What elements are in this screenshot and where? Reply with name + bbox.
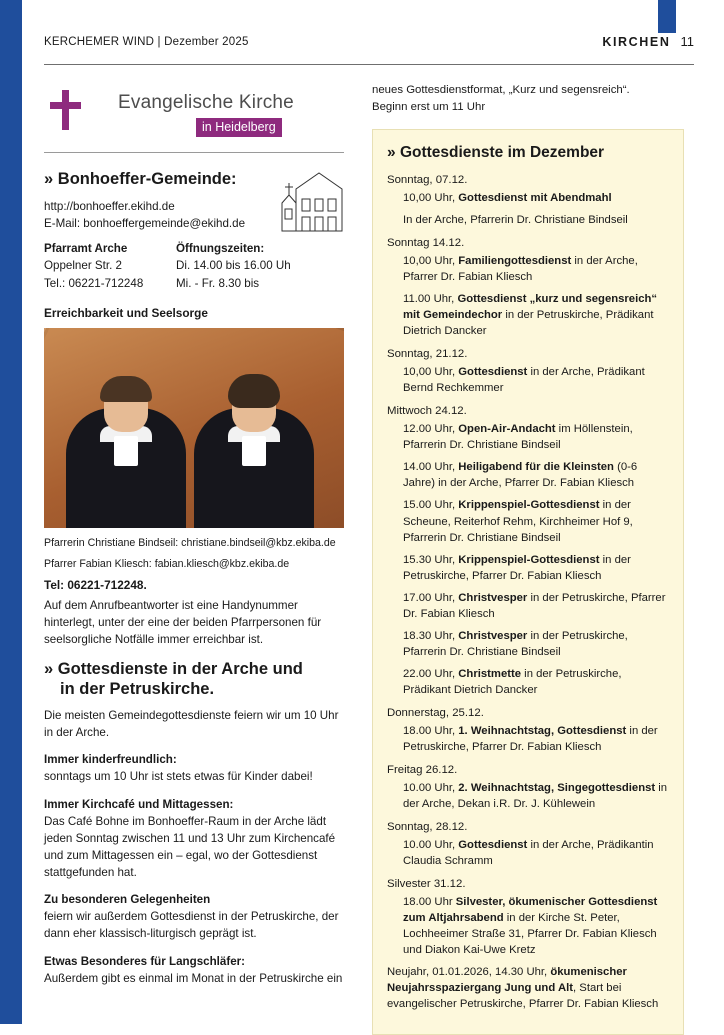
service-day-label: Sonntag, 28.12. [387, 820, 468, 833]
service-details: in der Petruskirche, Prädikant Dietrich Dancker [403, 667, 622, 696]
pastors-photo [44, 328, 344, 528]
logo-title: Evangelische Kirche [118, 92, 294, 113]
parish-website[interactable]: http://bonhoeffer.ekihd.de [44, 199, 175, 213]
service-title: Gottesdienst [458, 838, 528, 851]
header-publication: KERCHEMER WIND | Dezember 2025 [44, 36, 249, 48]
parish-heading-label: Bonhoeffer-Gemeinde: [57, 170, 237, 188]
preaching-bands [114, 436, 138, 466]
office-street: Oppelner Str. 2 [44, 259, 122, 273]
service-details: im Höllenstein, Pfarrerin Dr. Christiane Bindseil [403, 423, 633, 452]
service-details: in der Arche, Dekan i.R. Dr. J. Kühlewein [403, 781, 668, 810]
service-day-label: Sonntag, 07.12. [387, 174, 468, 187]
hours-line-2: Mi. - Fr. 8.30 bis [176, 276, 260, 290]
service-entry [387, 666, 669, 698]
hours-label: Öffnungszeiten: [176, 242, 265, 256]
kidfriendly-heading: Immer kinderfreundlich: [44, 753, 177, 767]
service-details: in der Petruskirche, Pfarrerin Dr. Christiane Bindseil [403, 629, 628, 658]
service-day-label: Sonntag 14.12. [387, 237, 465, 250]
service-title: Christvesper [458, 591, 528, 604]
kidfriendly-text: sonntags um 10 Uhr ist stets etwas für Kinder dabei! [44, 770, 313, 784]
right-column [372, 82, 684, 1035]
service-day-label: Donnerstag, 25.12. [387, 706, 484, 719]
service-time: 10.00 Uhr, [403, 781, 459, 794]
service-details: , Start bei evangelischer Petruskirche, Pfarrer Dr. Fabian Kliesch [387, 982, 659, 1011]
service-day-label: Freitag 26.12. [387, 763, 458, 776]
latesleepers-text: Außerdem gibt es einmal im Monat in der Petruskirche ein [44, 972, 343, 986]
service-entry [387, 190, 669, 206]
service-day-label: Silvester 31.12. [387, 878, 466, 890]
service-title: Gottesdienst mit Abendmahl [458, 192, 612, 205]
cafe-text: Das Café Bohne im Bonhoeffer-Raum in der Arche lädt jeden Sonntag zwischen 11 und 13 Uhr zum Kirchencafé und zum Mittagessen ein – egal, wo der Gottesdienst stattgefunden hat. [44, 815, 336, 879]
service-entry [387, 459, 669, 491]
page-number: 11 [680, 34, 694, 49]
pastor-figure-right [194, 360, 314, 528]
service-details: in der Petruskirche, Pfarrer Dr. Fabian Kliesch [403, 724, 658, 753]
service-entry [387, 590, 669, 622]
box-title [387, 144, 669, 162]
service-time: 10.00 Uhr, [403, 838, 459, 851]
office-hours-block [176, 242, 326, 292]
service-details: in der Arche, Prädikant Bernd Rechkemmer [403, 366, 645, 395]
service-entry [387, 291, 669, 339]
service-entry [387, 364, 669, 396]
header-section-label: KIRCHEN [602, 35, 671, 49]
service-entry [387, 628, 669, 660]
service-title: Krippenspiel-Gottesdienst [458, 499, 600, 512]
service-title: 1. Weihnachtstag, Gottesdienst [458, 724, 627, 737]
service-details: In der Arche, Pfarrerin Dr. Christiane Bindseil [403, 214, 628, 227]
service-day-label: Mittwoch 24.12. [387, 405, 467, 418]
service-entry [387, 552, 669, 584]
continuation-line-1: neues Gottesdienstformat, „Kurz und segensreich“. [372, 84, 630, 96]
service-time: 15.00 Uhr, [403, 499, 459, 512]
service-day-label: Sonntag, 21.12. [387, 348, 468, 361]
service-entry [387, 894, 669, 958]
photo-caption-2: Pfarrer Fabian Kliesch: fabian.kliesch@kbz.ekiba.de [44, 558, 290, 571]
church-logo [44, 88, 344, 153]
header-divider [44, 64, 694, 65]
service-details: in der Petruskirche, Pfarrer Dr. Fabian Kliesch [403, 591, 666, 620]
service-time: 10,00 Uhr, [403, 255, 459, 268]
answering-machine-text: Auf dem Anrufbeantworter ist eine Handynummer hinterlegt, unter der eine der beiden Pfarrpersonen für seelsorgliche Notfälle immer erreichbar ist. [44, 599, 322, 646]
service-details: (0-6 Jahre) in der Arche, Pfarrer Dr. Fabian Kliesch [403, 461, 638, 490]
service-entry [387, 837, 669, 869]
service-time: 14.00 Uhr, [403, 461, 459, 474]
photo-caption-1: Pfarrerin Christiane Bindseil: christiane.bindseil@kbz.ekiba.de [44, 537, 336, 550]
service-time: 10,00 Uhr, [403, 366, 459, 379]
service-time: 18.00 Uhr, [403, 724, 459, 737]
service-entry [387, 497, 669, 545]
service-time: Neujahr, 01.01.2026, 14.30 Uhr, [387, 966, 551, 979]
chevron-icon: » [387, 144, 396, 162]
service-time: 10,00 Uhr, [403, 192, 459, 205]
cafe-heading: Immer Kirchcafé und Mittagessen: [44, 798, 234, 812]
office-phone: Tel.: 06221-712248 [44, 276, 144, 290]
service-entry [387, 421, 669, 453]
box-title-label: Gottesdienste im Dezember [399, 144, 605, 162]
reachability-heading: Erreichbarkeit und Seelsorge [44, 306, 208, 321]
service-title: Christvesper [458, 629, 528, 642]
service-time: 18.30 Uhr, [403, 629, 459, 642]
services-intro: Die meisten Gemeindegottesdienste feiern wir um 10 Uhr in der Arche. [44, 708, 339, 739]
church-illustration-icon [278, 163, 344, 233]
left-column [44, 88, 344, 996]
service-title: 2. Weihnachtstag, Singegottesdienst [458, 781, 656, 794]
hair-shape [228, 374, 280, 408]
service-details: in der Arche, Pfarrer Dr. Fabian Kliesch [403, 255, 638, 284]
service-details: in der Kirche St. Peter, Lochheeimer Straße 31, Pfarrer Dr. Fabian Kliesch und Diakon Kai-Uwe Kretz [403, 912, 657, 957]
left-blue-bar [0, 0, 22, 1024]
services-heading-line-2: in der Petruskirche. [60, 680, 215, 699]
service-title: Gottesdienst „kurz und segensreich“ mit Gemeindechor [403, 293, 658, 322]
service-details: in der Arche, Prädikantin Claudia Schramm [403, 838, 654, 867]
service-title: Familiengottesdienst [458, 255, 572, 268]
service-title: Gottesdienst [458, 366, 528, 379]
service-time: 15.30 Uhr, [403, 553, 459, 566]
service-entry [387, 780, 669, 812]
service-title: ökumenischer Neujahrsspaziergang Jung und Alt [387, 966, 627, 995]
services-heading-line-1: Gottesdienste in der Arche und [57, 659, 303, 678]
december-services-box [372, 129, 684, 1035]
service-details: in der Scheune, Reiterhof Rehm, Kirchheimer Hof 9, Pfarrerin Dr. Christiane Bindseil [403, 499, 633, 544]
service-title: Krippenspiel-Gottesdienst [458, 553, 600, 566]
hair-shape [100, 376, 152, 402]
special-occasions-text: feiern wir außerdem Gottesdienst in der Petruskirche, der dann eher klassisch-liturgisch geprägt ist. [44, 910, 339, 941]
hours-line-1: Di. 14.00 bis 16.00 Uh [176, 259, 291, 273]
parish-email[interactable]: E-Mail: bonhoeffergemeinde@ekihd.de [44, 217, 246, 231]
pastor-figure-left [66, 360, 186, 528]
special-occasions-heading: Zu besonderen Gelegenheiten [44, 893, 211, 907]
service-time: 11.00 Uhr, [403, 293, 458, 306]
service-time: 22.00 Uhr, [403, 667, 459, 680]
continuation-text [372, 82, 684, 115]
service-time: 17.00 Uhr, [403, 591, 459, 604]
service-list [387, 174, 669, 1012]
cross-icon [48, 90, 82, 130]
service-time: 18.00 Uhr [403, 896, 456, 908]
service-entry [387, 723, 669, 755]
service-title: Silvester, ökumenischer Gottesdienst zum Altjahrsabend [403, 896, 658, 925]
office-label: Pfarramt Arche [44, 242, 128, 256]
service-entry [387, 964, 669, 1012]
service-details: in der Petruskirche, Prädikant Dietrich Dancker [403, 309, 654, 338]
header-right-group [602, 34, 694, 49]
service-title: Christmette [458, 667, 522, 680]
service-time: 12.00 Uhr, [403, 423, 459, 436]
latesleepers-heading: Etwas Besonderes für Langschläfer: [44, 955, 246, 969]
page-header [44, 28, 694, 64]
service-title: Open-Air-Andacht [458, 423, 556, 436]
service-entry [387, 253, 669, 285]
service-details: in der Petruskirche, Pfarrer Dr. Fabian Kliesch [403, 553, 631, 582]
chevron-icon: » [44, 659, 54, 678]
logo-subtitle: in Heidelberg [196, 118, 282, 137]
services-heading [44, 659, 344, 700]
continuation-line-2: Beginn erst um 11 Uhr [372, 100, 486, 113]
preaching-bands [242, 436, 266, 466]
pastoral-phone: Tel: 06221-712248. [44, 578, 147, 593]
office-details [44, 242, 344, 292]
chevron-icon: » [44, 170, 54, 188]
office-address-block [44, 242, 176, 292]
service-title: Heiligabend für die Kleinsten [458, 461, 614, 474]
service-entry [387, 212, 669, 228]
